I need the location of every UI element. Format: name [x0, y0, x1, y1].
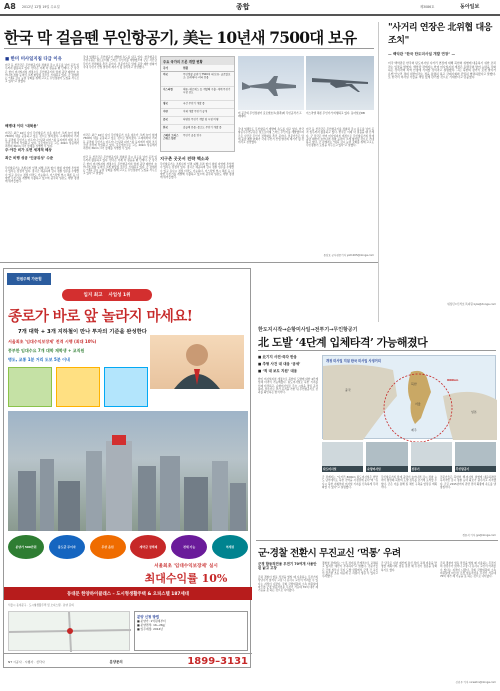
table-row: 한국 송골매 운용, 중고도 무인기 개발 중: [161, 125, 234, 133]
drone-silhouette-icon: [238, 56, 304, 110]
police-body-d: 군과 경찰이 합동 작전을 벌일 때 사용하는 무전기의 상당수가 낡거나 고장 나 유사시 교신이 어려울 수 있다는 지적이 나왔다. 국회 국방위원회 소속 의원실에 따르면 군경 합동작전용 무전기 가운데 70여 대가 제 기능을 못 하는 것으로 나타났다.: [440, 562, 496, 579]
strike-panels: [322, 442, 496, 472]
table-row: 영국 국산 무인기 개발 중: [161, 101, 234, 109]
main-body-g: 국내 업체들도 무인항공기 개발에 속도를 내고 있다. 한국항공우주연구원은 틸트로터형 스마트 무인기를 개발했으며 군은 사단급 무인기 전력화를 추진 중이다. 전문가들은 탑재 중량 제한 완화가 국내 무인기 산업 발전의 계기가 될 것이라고 전망했다.: [238, 128, 304, 145]
ad-circle: 전세 가능: [171, 535, 207, 559]
ad-info-title: 분양 신청 방법: [137, 615, 160, 619]
ad-thumb: [104, 367, 148, 407]
korea-sub-1: ■ 北기지 사전·즉각 반응: [258, 355, 297, 359]
korea-body-c: 무인항공기의 탑재 중량이 늘어나면 감시 정찰 능력이 향상돼 북한의 도발 징후를 조기에 포착할 수 있다. 군은 이를 통해 킬 체인 구축을 앞당길 계획이다.: [381, 476, 437, 489]
ad-circle: 무상 옵션: [90, 535, 126, 559]
drone-photo-right: [306, 56, 374, 110]
column-title: "사거리 연장은 北위협 대응 조치": [388, 23, 493, 46]
page-number: A8: [4, 2, 16, 11]
main-subhead-2: 주·야간 비가 오면 세계적 헤상: [5, 148, 52, 152]
korea-byline: 정윤식 기자 jys@donga.com: [462, 534, 496, 537]
masthead: [0, 0, 500, 14]
ad-circle: 중도금 무이자: [49, 535, 85, 559]
map-label: 중국: [345, 388, 351, 392]
strike-panel: 전투기: [411, 442, 452, 472]
map-label: 북한: [411, 382, 417, 386]
ad-city-aerial: [8, 411, 248, 531]
main-subhead-3: 최근 비행 성공 ‘인공위성’ 수준: [5, 156, 54, 160]
ad-ribbon: [62, 289, 152, 301]
main-body-h: 미국 등 선진국은 무인항공기를 정찰과 감시 용도를 넘어 공격 임무까지 활용하고 있다. 한국은 이제 막 걸음을 뗀 단계다. 군 당국은 한미 미사일지침 개정으로 무인항공기의 탑재 중량 제한이 늘어나면 정찰 능력이 크게 향상될 것으로 기대하고 있다. 군 관계자는 "대북 감시 능력 강화를 위해 고고도 무인정찰기 도입을 서두르고 있다"고 말했다.: [306, 128, 374, 148]
ad-circle: 분양가 500만원: [8, 535, 44, 559]
ad-info-line: ■ 분양면적: 16~26㎡: [137, 623, 166, 627]
section-rule: [0, 262, 378, 263]
drone-table-title: 주요 국가의 드론 개발 현황: [161, 57, 234, 65]
masthead-date: 2012년 12월 19일 수요일: [22, 5, 60, 9]
ad-bullet: 명도, 교통 1분 거리 도보 5분 이내: [8, 356, 70, 362]
ad-photo-strip: [8, 367, 148, 407]
map-label: 제주: [411, 428, 417, 432]
map-title: 개정 미사일 지침 한국 미사일 사정거리: [326, 359, 381, 363]
korea-body-b: 군 관계자는 "사거리 800km 탄도미사일은 한반도 남부에서도 북한 전역을 사정권에 둔다"며 "유사시 북한 지휘부와 미사일 기지를 신속하게 무력화할 수 있다"고 설명했다.: [322, 476, 378, 489]
main-headline: 한국 막 걸음뗀 무인항공기, 美는 10년새 7500대 보유: [4, 28, 357, 47]
main-body-e: 미국 등 선진국은 무인항공기를 정찰과 감시 용도를 넘어 공격 임무까지 활용하고 있다. 한국은 이제 막 걸음을 뗀 단계다. 군 당국은 한미 미사일지침 개정으로 무인항공기의 탑재 중량 제한이 늘어나면 정찰 능력이 크게 향상될 것으로 기대하고 있다. 군 관계자는 "대북 감시 능력 강화를 위해 고고도 무인정찰기 도입을 서두르고 있다"고 말했다.: [83, 156, 157, 176]
location-map-icon: [9, 612, 131, 652]
strike-panel: 탄도미사일: [322, 442, 363, 472]
ad-portrait: [150, 335, 244, 389]
issue-number: 제3086호: [420, 5, 435, 9]
korea-body-a: 한미 미사일지침 개정으로 북한의 도발에 대한 4단계 입체 타격이 가능해졌다. 탄도미사일로 북한 기지를 선제 타격하고, 순항미사일로 주요 시설을 정밀 공격하며, 전투기로 추가 공격을 가한 뒤 무인항공기로 전과를 확인하는 방식이다.: [258, 378, 318, 395]
missile-range-map: [322, 355, 496, 439]
ad-headline: 종로가 바로 앞 놀라지 마세요!: [8, 308, 193, 325]
drone-table-col-status: 현황: [183, 67, 189, 70]
mid-subhead: 지구촌 곳곳서 전략 핵소과: [160, 156, 209, 161]
main-body-d: 국내 업체들도 무인항공기 개발에 속도를 내고 있다. 한국항공우주연구원은 틸트로터형 스마트 무인기를 개발했으며 군은 사단급 무인기 전력화를 추진 중이다. 전문가들은 탑재 중량 제한 완화가 국내 무인기 산업 발전의 계기가 될 것이라고 전망했다.: [83, 56, 157, 69]
ad-thumb: [8, 367, 52, 407]
ad-map: [8, 611, 130, 651]
ad-info-box: [134, 611, 248, 651]
drone-table-col-country: 국가: [163, 67, 169, 70]
table-row: 이스라엘 헤론, 헤르메스 등 개발해 수출. 세계 무인기 시장 선도: [161, 87, 234, 101]
main-subhead-1: 해병대 이미 ‘대북용’: [5, 124, 39, 128]
drone-table: [160, 56, 235, 152]
section-name: 종합: [236, 3, 250, 11]
person-icon: [150, 335, 244, 389]
ad-thumb: [56, 367, 100, 407]
table-row: 이란 자체 개발 무인기 공개: [161, 109, 234, 117]
police-byline: 신진우 기자 niceshin@donga.com: [455, 681, 496, 684]
ad-fine-print: 서울시 동대문구 · 도시형생활주택 및 오피스텔 · 분양 문의: [8, 604, 74, 607]
table-row: 중국 다양한 무인기 개발 및 시험 비행: [161, 117, 234, 125]
main-kicker: ■ 한미 미사일지침 다급 이유: [5, 57, 62, 62]
korea-kicker: 한도지시작→순항미사일→전투기→무인항공기: [258, 327, 358, 333]
photo-caption-left: 미 공군의 무인정찰기 글로벌호크(왼쪽)와 무인공격기 프레데터.: [238, 112, 302, 119]
main-byline: 윤상호 군사전문기자 ysh1005@donga.com: [323, 254, 374, 257]
column-byline: 워싱턴=신석호 특파원 kyle@donga.com: [447, 303, 496, 306]
ad-circle: 역세권: [212, 535, 248, 559]
section-rule-2: [256, 540, 498, 541]
masthead-rule: [0, 14, 500, 16]
peninsula-map-icon: [323, 356, 497, 440]
table-row: 스페인 그리스 스위스 일본 무인기 공동 연구: [163, 134, 202, 140]
table-row: 미국 무인정찰 공격기 7500여 대 보유. 글로벌호크, 프레데터, 리퍼 운용: [161, 72, 234, 87]
police-body-b: 경찰청 관계자는 "노후 장비를 단계적으로 교체하고 있지만 예산이 부족하다"고 밝혔다. 전문가들은 간첩 침투나 국지 도발 상황에서 군경 간 교신이 끊기면 초동 대응에 큰 차질이 생길 수 있다고 우려했다.: [322, 562, 378, 579]
korea-rule: [258, 350, 496, 351]
column-divider: [378, 22, 379, 322]
main-body-b: 미국은 최근 10년 사이 무인항공기 보유 대수가 크게 늘어 현재 7500여 대를 운용하고 있는 것으로 알려졌다. 프레데터와 리퍼 등 공격형 무인기는 아프가니스탄과 파키스탄 등지에서 테러 조직 소탕 작전에 투입되고 있다. 글로벌호크는 고도 20km 상공에서 지상의 30cm 크기 물체를 식별할 수 있다.: [5, 132, 79, 149]
ad-badge-2: 사업성 1위: [108, 293, 131, 298]
ad-sub: 7개 대학 + 3개 지하철이 만나 투자의 기준을 완성한다: [18, 329, 147, 335]
ad-circle: 계약금 정액제: [130, 535, 166, 559]
korea-sub-2: ■ 추형 사건 대 대응 ‘공세’: [258, 362, 301, 366]
real-estate-ad: [3, 268, 251, 668]
ad-tagline: 서울최초 '임대수익보장제' 실시: [154, 564, 218, 569]
ad-project: 동대문 한양하이클래스 – 도시형생활주택 & 오피스텔 187세대: [67, 591, 189, 597]
strike-panel: 무인항공기: [455, 442, 496, 472]
map-label: 일본: [471, 410, 477, 414]
main-body-f: 무인항공기는 조종사의 인명 피해 우려 없이 위험 지역에 투입할 수 있다는 장점이 있다. 장시간 체공하며 감시 정찰 임무를 수행할 수 있고 유사시 정밀 타격도 가능하다. 이스라엘 역시 헤론 등 다양한 무인기를 개발해 수출하고 있으며 중국과 일본도 개발 경쟁에 뛰어들었다.: [160, 163, 234, 180]
ad-footer-logos: NT 시공사 · 시행사 · 신탁사: [8, 659, 45, 664]
strike-panel: 순항미사일: [366, 442, 407, 472]
ad-phone: 1899–3131: [187, 656, 248, 667]
police-body-a: 군과 경찰이 합동 작전을 벌일 때 사용하는 무전기의 상당수가 낡거나 고장 나 유사시 교신이 어려울 수 있다는 지적이 나왔다. 국회 국방위원회 소속 의원실에 따르면 군경 합동작전용 무전기 가운데 70여 대가 제 기능을 못 하는 것으로 나타났다.: [258, 576, 318, 593]
ad-footer: [4, 653, 252, 669]
ad-bullet: 풍부한 임대수요 7개 대학 재학생 + 교직원: [8, 347, 85, 353]
ad-contact-label: 분양문의: [109, 660, 123, 664]
police-headline: 군·경찰 전환시 무진교신 ‘먹통’ 우려: [258, 548, 401, 559]
column-body: 미국 백악관은 한국의 탄도미사일 사거리 연장에 대해 북한의 위협에 대응하기 위한 조치라는 입장을 밝혔다. 백악관 관계자는 한미 미사일지침 개정은 동맹국의 방어 능력을 강화하는 것이라며 지역 안정에 기여할 것이라고 설명했다. 그는 북한의 장거리 로켓 발사가 유엔 안보리 결의 위반이라는 점을 분명히 하고 국제사회와 긴밀히 협력하겠다고 말했다. 또 한국이 미사일 기술을 책임 있게 관리할 것으로 기대한다고 덧붙였다.: [388, 61, 496, 80]
police-sub: 군경 합동작전용 무전기 70여개 사용안된 낡고 고장: [258, 562, 317, 571]
ad-info-line: ■ 입주예정: 2014년: [137, 627, 163, 631]
korea-body-d: 전문가들은 북한의 핵·미사일 위협에 대응하려면 독자적인 감시 정찰 능력 확보가 필수라고 지적했다. 군은 2015년까지 관련 전력 확충에 속도를 낼 방침이다.: [440, 476, 496, 489]
drone-photo-left: [238, 56, 304, 110]
city-skyline-icon: [8, 411, 248, 531]
ad-bullets: [8, 337, 148, 364]
ad-bullet: 서울최초 '임대수익보장제' 전격 시행 (최대 10%): [8, 338, 97, 344]
main-body-a: 미국 등 선진국은 무인항공기를 정찰과 감시 용도를 넘어 공격 임무까지 활용하고 있다. 한국은 이제 막 걸음을 뗀 단계다. 군 당국은 한미 미사일지침 개정으로 무인항공기의 탑재 중량 제한이 늘어나면 정찰 능력이 크게 향상될 것으로 기대하고 있다. 군 관계자는 "대북 감시 능력 강화를 위해 고고도 무인정찰기 도입을 서두르고 있다"고 말했다.: [5, 64, 79, 84]
ad-circles: [8, 535, 248, 561]
map-label: 서울: [415, 402, 421, 406]
korea-headline: 北 도발 ‘4단계 입체타격’ 가능해졌다: [258, 336, 428, 349]
drone-silhouette-icon: [306, 56, 374, 110]
ad-rate: 최대수익률 10%: [144, 572, 228, 585]
main-body-b2: 미국은 최근 10년 사이 무인항공기 보유 대수가 크게 늘어 현재 7500여 대를 운용하고 있는 것으로 알려졌다. 프레데터와 리퍼 등 공격형 무인기는 아프가니스탄과 파키스탄 등지에서 테러 조직 소탕 작전에 투입되고 있다. 글로벌호크는 고도 20km 상공에서 지상의 30cm 크기 물체를 식별할 수 있다.: [83, 134, 157, 151]
column-subtitle: — 백악관 "한국 탄도미사일 개발 연장" —: [388, 52, 456, 56]
police-body-c: 군 당국은 내년 예산에 통신 장비 교체 비용을 반영할 계획이며, 합동 훈련 때 무전기 점검을 강화하기로 했다.: [381, 562, 437, 572]
map-label: 800km: [447, 378, 459, 382]
ad-project-bar: [4, 587, 252, 600]
ad-badge-1: 입지 최고: [83, 293, 103, 298]
paper-name: 동아일보: [460, 3, 480, 10]
ad-info-line: ■ 분양가: 1억원대부터: [137, 619, 166, 623]
main-body-c: 무인항공기는 조종사의 인명 피해 우려 없이 위험 지역에 투입할 수 있다는 장점이 있다. 장시간 체공하며 감시 정찰 임무를 수행할 수 있고 유사시 정밀 타격도 가능하다. 이스라엘 역시 헤론 등 다양한 무인기를 개발해 수출하고 있으며 중국과 일본도 개발 경쟁에 뛰어들었다.: [5, 167, 79, 184]
ad-badge-top: 전원주택 가든힘: [7, 273, 51, 285]
photo-caption-right: 이스라엘 헤론 무인기가 비행하고 있다. 동아일보DB: [306, 112, 365, 115]
headline-rule: [4, 48, 374, 49]
korea-sub-3: ■ ‘적 대 보도 지원’ 대응: [258, 369, 298, 373]
